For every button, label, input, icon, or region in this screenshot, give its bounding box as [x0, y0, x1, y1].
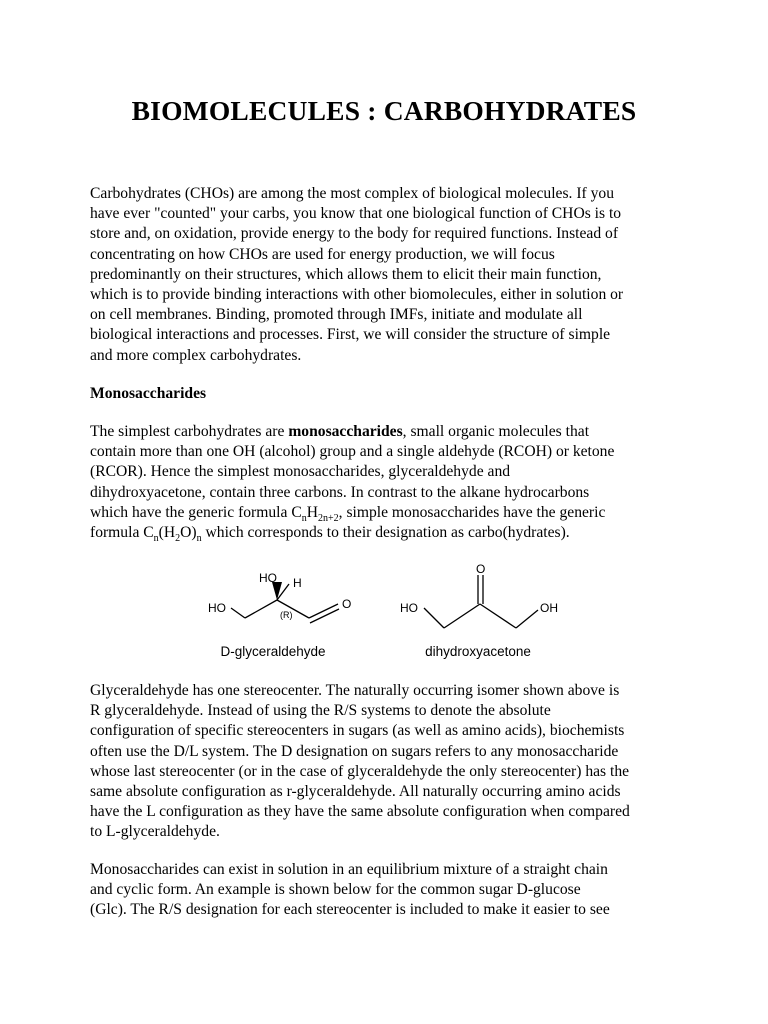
bond [231, 608, 245, 618]
intro-line: Carbohydrates (CHOs) are among the most complex of biological molecules. If you [90, 185, 614, 202]
mono-text: which have the generic formula C [90, 503, 302, 521]
section-heading-monosaccharides: Monosaccharides [90, 385, 207, 402]
intro-line: which is to provide binding interactions with other biomolecules, either in solution or [90, 286, 624, 304]
glyc-line: configuration of specific stereocenters in sugars (as well as amino acids), biochemists [90, 722, 625, 740]
glyc-line: whose last stereocenter (or in the case of glyceraldehyde the only stereocenter) has the [90, 762, 630, 780]
formula-subscript: 2 [175, 533, 181, 545]
formula-subscript: 2n+2 [318, 512, 339, 524]
intro-line: have ever "counted" your carbs, you know that one biological function of CHOs is to [90, 205, 622, 223]
dihydroxyacetone-ho-left: HO [400, 601, 418, 615]
dihydroxyacetone-structure [424, 575, 538, 628]
page-title: BIOMOLECULES : CARBOHYDRATES [131, 95, 637, 126]
glyceraldehyde-stereo-label: (R) [280, 610, 293, 620]
bond [444, 604, 480, 628]
glyceraldehyde-ho-top: HO [259, 571, 277, 585]
intro-line: predominantly on their structures, which allows them to elicit their main function, [90, 265, 602, 283]
mono-line [90, 503, 690, 523]
cyclic-line: and cyclic form. An example is shown below for the common sugar D-glucose [90, 881, 581, 899]
glyc-line: same absolute configuration as r-glyceraldehyde. All naturally occurring amino acids [90, 783, 621, 801]
intro-line: biological interactions and processes. First, we will consider the structure of simple [90, 326, 611, 344]
mono-line: dihydroxyacetone, contain three carbons. In contrast to the alkane hydrocarbons [90, 483, 590, 501]
monosaccharides-paragraph [90, 422, 690, 543]
formula-subscript: n [301, 512, 307, 524]
mono-text: which corresponds to their designation as carbo(hydrates). [201, 524, 570, 542]
intro-line: concentrating on how CHOs are used for energy production, we will focus [90, 245, 555, 263]
bond [516, 610, 538, 628]
dihydroxyacetone-o: O [476, 562, 486, 576]
mono-line [90, 523, 690, 543]
cyclic-form-paragraph [90, 860, 690, 921]
glyc-line: Glyceraldehyde has one stereocenter. The naturally occurring isomer shown above is [90, 682, 620, 699]
intro-line: and more complex carbohydrates. [90, 346, 302, 364]
cyclic-line: Monosaccharides can exist in solution in an equilibrium mixture of a straight chain [90, 861, 608, 878]
intro-line: on cell membranes. Binding, promoted through IMFs, initiate and modulate all [90, 306, 583, 324]
formula-subscript: n [153, 533, 159, 545]
mono-text: H [306, 503, 318, 521]
structure-figure [200, 558, 580, 668]
glyc-line: have the L configuration as they have the same absolute configuration when compared [90, 803, 630, 821]
mono-text: , simple monosaccharides have the generic [338, 503, 606, 521]
intro-line: store and, on oxidation, provide energy to the body for required functions. Instead of [90, 225, 619, 243]
intro-paragraph [90, 184, 690, 366]
mono-line [90, 422, 690, 442]
dihydroxyacetone-name: dihydroxyacetone [425, 644, 531, 659]
bond [424, 608, 444, 628]
glyceraldehyde-o: O [342, 597, 352, 611]
mono-text: The simplest carbohydrates are [90, 423, 289, 440]
bond [245, 600, 277, 618]
glyceraldehyde-h: H [293, 576, 302, 590]
mono-text: O) [180, 524, 197, 542]
mono-line: contain more than one OH (alcohol) group and a single aldehyde (RCOH) or ketone [90, 443, 615, 461]
mono-text: , small organic molecules that [402, 423, 590, 440]
mono-text: formula C [90, 524, 154, 542]
glyceraldehyde-name: D-glyceraldehyde [220, 644, 326, 659]
formula-subscript: n [196, 533, 202, 545]
bond [480, 604, 516, 628]
mono-line: (RCOR). Hence the simplest monosaccharides, glyceraldehyde and [90, 463, 511, 481]
glyceraldehyde-paragraph [90, 681, 690, 843]
cyclic-line: (Glc). The R/S designation for each stereocenter is included to make it easier to see [90, 901, 610, 919]
structures-svg [200, 558, 580, 668]
glyceraldehyde-ho-left: HO [208, 601, 226, 615]
term-monosaccharides: monosaccharides [288, 423, 403, 440]
glyc-line: to L-glyceraldehyde. [90, 823, 220, 841]
glyc-line: R glyceraldehyde. Instead of using the R/S systems to denote the absolute [90, 702, 551, 720]
glyc-line: often use the D/L system. The D designation on sugars refers to any monosaccharide [90, 742, 619, 760]
mono-text: (H [158, 524, 176, 542]
dihydroxyacetone-oh-right: OH [540, 601, 558, 615]
